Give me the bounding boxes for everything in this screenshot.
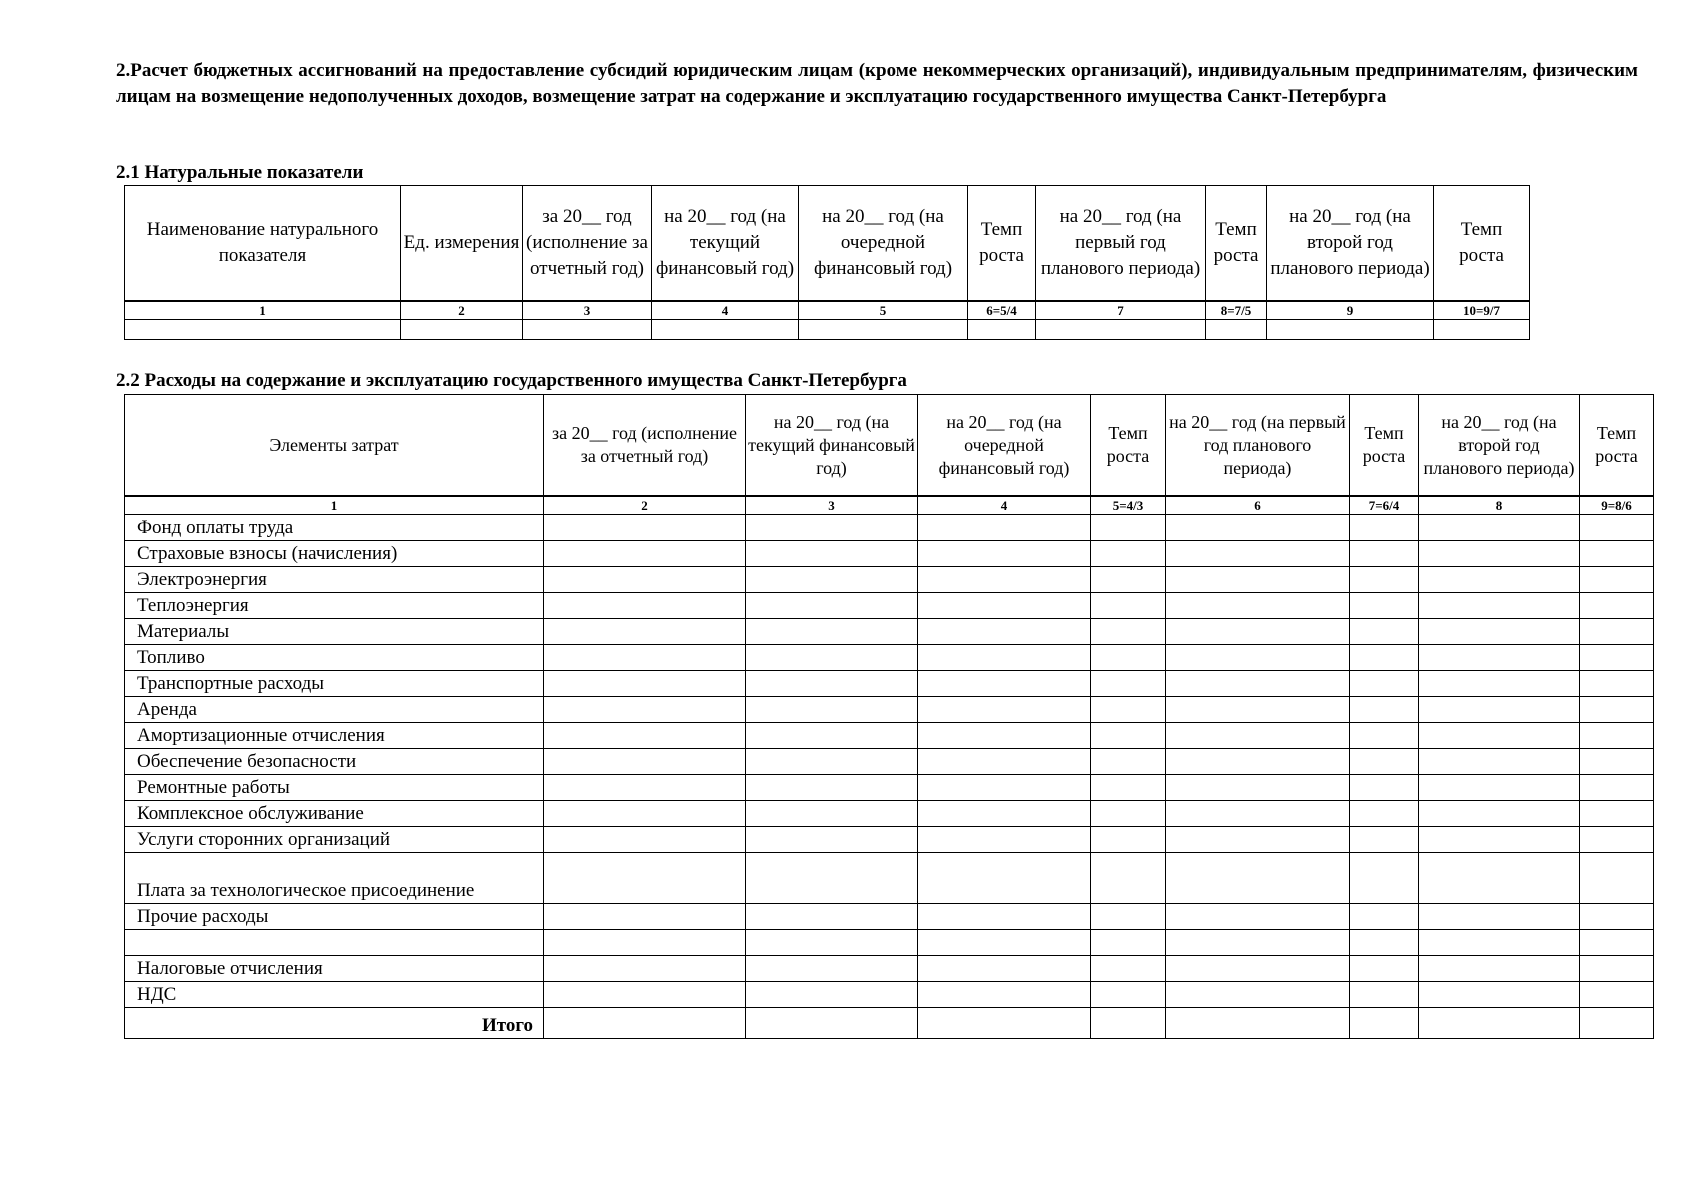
table-cell[interactable] [1166, 853, 1350, 904]
table-cell[interactable] [1580, 749, 1654, 775]
table-cell[interactable] [1580, 697, 1654, 723]
table-cell[interactable] [1091, 853, 1166, 904]
table-cell[interactable] [1350, 827, 1419, 853]
cost-element-label: НДС [125, 982, 544, 1008]
table-cell[interactable] [1091, 619, 1166, 645]
table-cell[interactable] [746, 904, 918, 930]
t1-header-cell: Темп роста [1434, 186, 1530, 302]
table-cell[interactable] [1580, 982, 1654, 1008]
table-cell[interactable] [1419, 904, 1580, 930]
t1-col-number: 6=5/4 [968, 301, 1036, 320]
table-row [125, 853, 1654, 904]
table-cell[interactable] [1350, 956, 1419, 982]
table-cell[interactable] [918, 567, 1091, 593]
table-row [125, 749, 1654, 775]
t1-header-cell: на 20__ год (на первый год планового периода) [1036, 186, 1206, 302]
cost-element-label: Прочие расходы [125, 904, 544, 930]
cost-element-label: Транспортные расходы [125, 671, 544, 697]
table-cell[interactable] [544, 619, 746, 645]
t1-empty-cell[interactable] [1036, 320, 1206, 340]
table-cell[interactable] [1166, 541, 1350, 567]
table-cell[interactable] [1166, 567, 1350, 593]
t2-col-number: 7=6/4 [1350, 496, 1419, 515]
t2-col-number: 6 [1166, 496, 1350, 515]
table-cell[interactable] [918, 775, 1091, 801]
table-cell[interactable] [1580, 567, 1654, 593]
table-cell[interactable] [1166, 723, 1350, 749]
table-cell[interactable] [1350, 697, 1419, 723]
table-cell[interactable] [918, 671, 1091, 697]
table-cell[interactable] [918, 723, 1091, 749]
t2-header-cell: Темп роста [1091, 395, 1166, 497]
table-cell[interactable] [1350, 645, 1419, 671]
table-cell[interactable] [1580, 619, 1654, 645]
table-cell[interactable] [918, 827, 1091, 853]
table-row [125, 645, 1654, 671]
t1-empty-cell[interactable] [523, 320, 652, 340]
table-cell[interactable] [544, 723, 746, 749]
table-cell[interactable] [918, 515, 1091, 541]
t2-header-cell: на 20__ год (на первый год планового периода) [1166, 395, 1350, 497]
table-cell[interactable] [918, 853, 1091, 904]
table2-body [125, 515, 1654, 1008]
table-cell[interactable] [1166, 515, 1350, 541]
table-cell[interactable] [1091, 723, 1166, 749]
table-cell[interactable] [746, 1008, 918, 1039]
table-cell[interactable] [1166, 775, 1350, 801]
t1-col-number: 3 [523, 301, 652, 320]
table-cell[interactable] [1166, 749, 1350, 775]
t1-col-number: 8=7/5 [1206, 301, 1267, 320]
table-cell[interactable] [1350, 671, 1419, 697]
table2-number-row [125, 496, 1654, 515]
table-cell[interactable] [1419, 930, 1580, 956]
t1-col-number: 5 [799, 301, 968, 320]
t1-col-number: 2 [401, 301, 523, 320]
cost-element-label: Материалы [125, 619, 544, 645]
table-cell[interactable] [1419, 645, 1580, 671]
table-cell[interactable] [1091, 541, 1166, 567]
t2-header-cell: за 20__ год (исполнение за отчетный год) [544, 395, 746, 497]
table-cell[interactable] [918, 801, 1091, 827]
table-cell[interactable] [746, 749, 918, 775]
cost-element-label: Топливо [125, 645, 544, 671]
table-cell[interactable] [746, 567, 918, 593]
t1-empty-cell[interactable] [1434, 320, 1530, 340]
table-cell[interactable] [1580, 645, 1654, 671]
table-cell[interactable] [1350, 930, 1419, 956]
t2-header-cell: Темп роста [1350, 395, 1419, 497]
cost-element-label: Услуги сторонних организаций [125, 827, 544, 853]
table-cell[interactable] [1350, 904, 1419, 930]
table-row [125, 515, 1654, 541]
table-cell[interactable] [1166, 593, 1350, 619]
table-cell[interactable] [1091, 515, 1166, 541]
table2-total-row [125, 1008, 1654, 1039]
table-cell[interactable] [1580, 956, 1654, 982]
table-cell[interactable] [746, 930, 918, 956]
table-cell[interactable] [1091, 671, 1166, 697]
table-cell[interactable] [1419, 619, 1580, 645]
table-cell[interactable] [544, 567, 746, 593]
table-cell[interactable] [1580, 775, 1654, 801]
t2-col-number: 9=8/6 [1580, 496, 1654, 515]
table-cell[interactable] [1580, 515, 1654, 541]
table-row [125, 956, 1654, 982]
table-cell[interactable] [1350, 853, 1419, 904]
table-cell[interactable] [544, 541, 746, 567]
cost-element-label: Амортизационные отчисления [125, 723, 544, 749]
table-cell[interactable] [1166, 671, 1350, 697]
table-cell[interactable] [918, 697, 1091, 723]
table-cell[interactable] [544, 982, 746, 1008]
table-cell[interactable] [544, 956, 746, 982]
table-row [125, 697, 1654, 723]
t1-header-cell: на 20__ год (на текущий финансовый год) [652, 186, 799, 302]
table-cell[interactable] [544, 749, 746, 775]
table-cell[interactable] [1580, 827, 1654, 853]
table-cell[interactable] [1350, 775, 1419, 801]
table-cell[interactable] [1091, 801, 1166, 827]
table-cell[interactable] [918, 541, 1091, 567]
table-cell[interactable] [1091, 593, 1166, 619]
table-cell[interactable] [1419, 515, 1580, 541]
table-cell[interactable] [1419, 801, 1580, 827]
t1-empty-cell[interactable] [401, 320, 523, 340]
maintenance-costs-table [124, 394, 1654, 1039]
t1-col-number: 1 [125, 301, 401, 320]
table-cell[interactable] [746, 697, 918, 723]
table-cell[interactable] [1580, 904, 1654, 930]
table-cell[interactable] [1091, 956, 1166, 982]
table-cell[interactable] [746, 541, 918, 567]
table-cell[interactable] [918, 1008, 1091, 1039]
table-cell[interactable] [1166, 982, 1350, 1008]
table-cell[interactable] [746, 956, 918, 982]
table-cell[interactable] [1419, 775, 1580, 801]
table-cell[interactable] [1166, 619, 1350, 645]
table-cell[interactable] [544, 853, 746, 904]
table-cell[interactable] [1091, 904, 1166, 930]
table-cell[interactable] [544, 904, 746, 930]
table-cell[interactable] [1419, 593, 1580, 619]
cost-element-label: Плата за технологическое присоединение [125, 853, 544, 904]
t1-col-number: 7 [1036, 301, 1206, 320]
t1-header-cell: за 20__ год (исполнение за отчетный год) [523, 186, 652, 302]
table-cell[interactable] [1419, 827, 1580, 853]
table1-empty-row [125, 320, 1530, 340]
table-cell[interactable] [1350, 515, 1419, 541]
table-cell[interactable] [746, 827, 918, 853]
t1-empty-cell[interactable] [968, 320, 1036, 340]
table-cell[interactable] [544, 1008, 746, 1039]
t2-col-number: 3 [746, 496, 918, 515]
table-cell[interactable] [918, 956, 1091, 982]
table-cell[interactable] [1350, 723, 1419, 749]
table-cell[interactable] [1350, 749, 1419, 775]
t1-col-number: 9 [1267, 301, 1434, 320]
table-cell[interactable] [1091, 567, 1166, 593]
table-cell[interactable] [1419, 956, 1580, 982]
table-cell[interactable] [1419, 567, 1580, 593]
table-cell[interactable] [1166, 930, 1350, 956]
table-cell[interactable] [1091, 749, 1166, 775]
cost-element-label: Фонд оплаты труда [125, 515, 544, 541]
table-cell[interactable] [544, 827, 746, 853]
cost-element-label [125, 930, 544, 956]
table-cell[interactable] [1091, 697, 1166, 723]
table-cell[interactable] [1580, 671, 1654, 697]
t2-header-cell: Темп роста [1580, 395, 1654, 497]
table-cell[interactable] [1350, 801, 1419, 827]
cost-element-label: Теплоэнергия [125, 593, 544, 619]
table2-header-row [125, 395, 1654, 497]
table-cell[interactable] [1350, 619, 1419, 645]
t1-col-number: 10=9/7 [1434, 301, 1530, 320]
table-cell[interactable] [544, 697, 746, 723]
table-cell[interactable] [1350, 1008, 1419, 1039]
table-cell[interactable] [918, 645, 1091, 671]
table-cell[interactable] [1091, 982, 1166, 1008]
t2-col-number: 8 [1419, 496, 1580, 515]
table-cell[interactable] [1091, 645, 1166, 671]
table-cell[interactable] [918, 749, 1091, 775]
table-cell[interactable] [918, 904, 1091, 930]
table1-header-row [125, 186, 1530, 302]
table-row [125, 619, 1654, 645]
table-cell[interactable] [1166, 801, 1350, 827]
t1-col-number: 4 [652, 301, 799, 320]
cost-element-label: Электроэнергия [125, 567, 544, 593]
t2-col-number: 1 [125, 496, 544, 515]
table-cell[interactable] [544, 930, 746, 956]
t2-header-cell: Элементы затрат [125, 395, 544, 497]
table-cell[interactable] [1166, 645, 1350, 671]
t1-empty-cell[interactable] [652, 320, 799, 340]
table-row [125, 593, 1654, 619]
table-cell[interactable] [1580, 593, 1654, 619]
t2-col-number: 5=4/3 [1091, 496, 1166, 515]
table-cell[interactable] [544, 775, 746, 801]
t1-header-cell: Темп роста [1206, 186, 1267, 302]
table-cell[interactable] [1419, 671, 1580, 697]
table-cell[interactable] [544, 671, 746, 697]
table-cell[interactable] [1419, 982, 1580, 1008]
table-row [125, 541, 1654, 567]
t2-header-cell: на 20__ год (на очередной финансовый год) [918, 395, 1091, 497]
table-cell[interactable] [544, 801, 746, 827]
t1-empty-cell[interactable] [1267, 320, 1434, 340]
cost-element-label: Ремонтные работы [125, 775, 544, 801]
table-row [125, 775, 1654, 801]
table-cell[interactable] [746, 801, 918, 827]
t1-header-cell: Темп роста [968, 186, 1036, 302]
t1-header-cell: на 20__ год (на второй год планового периода) [1267, 186, 1434, 302]
table-cell[interactable] [1091, 827, 1166, 853]
table-cell[interactable] [544, 593, 746, 619]
table-cell[interactable] [1419, 853, 1580, 904]
table-cell[interactable] [918, 593, 1091, 619]
document-heading: 2.Расчет бюджетных ассигнований на предоставление субсидий юридическим лицам (кроме некоммерческих организаций), индивидуальным предпринимателям, физическим лицам на возмещение недополученных доходов, возмещение затрат на содержание и эксплуатацию государственного имущества Санкт-Петербурга [116, 60, 1638, 107]
t1-empty-cell[interactable] [1206, 320, 1267, 340]
t1-empty-cell[interactable] [799, 320, 968, 340]
table-cell[interactable] [746, 593, 918, 619]
table-row [125, 827, 1654, 853]
table-row [125, 930, 1654, 956]
table-cell[interactable] [1350, 982, 1419, 1008]
table-cell[interactable] [1580, 1008, 1654, 1039]
table-cell[interactable] [1166, 827, 1350, 853]
table-cell[interactable] [544, 515, 746, 541]
t1-header-cell: Ед. измерения [401, 186, 523, 302]
t2-header-cell: на 20__ год (на второй год планового периода) [1419, 395, 1580, 497]
table-row [125, 982, 1654, 1008]
table-cell[interactable] [1350, 593, 1419, 619]
table-cell[interactable] [1350, 567, 1419, 593]
table-cell[interactable] [1091, 1008, 1166, 1039]
t2-col-number: 2 [544, 496, 746, 515]
cost-element-label: Страховые взносы (начисления) [125, 541, 544, 567]
cost-element-label: Комплексное обслуживание [125, 801, 544, 827]
table-cell[interactable] [918, 930, 1091, 956]
table-cell[interactable] [1580, 930, 1654, 956]
table-cell[interactable] [1091, 930, 1166, 956]
t1-empty-cell[interactable] [125, 320, 401, 340]
cost-element-label: Обеспечение безопасности [125, 749, 544, 775]
table-cell[interactable] [1419, 541, 1580, 567]
table-cell[interactable] [1580, 723, 1654, 749]
table-cell[interactable] [746, 723, 918, 749]
table-cell[interactable] [746, 775, 918, 801]
table-cell[interactable] [746, 515, 918, 541]
table-cell[interactable] [746, 853, 918, 904]
table-row [125, 904, 1654, 930]
table-cell[interactable] [544, 645, 746, 671]
section-2-title: 2.2 Расходы на содержание и эксплуатацию государственного имущества Санкт-Петербурга [116, 370, 907, 391]
table-cell[interactable] [1419, 723, 1580, 749]
table-cell[interactable] [1166, 904, 1350, 930]
table-cell[interactable] [918, 982, 1091, 1008]
table-row [125, 723, 1654, 749]
table-cell[interactable] [1580, 853, 1654, 904]
natural-indicators-table [124, 185, 1530, 340]
table-cell[interactable] [746, 671, 918, 697]
t2-col-number: 4 [918, 496, 1091, 515]
table-row [125, 671, 1654, 697]
table-cell[interactable] [1419, 697, 1580, 723]
table-cell[interactable] [1419, 1008, 1580, 1039]
table-cell[interactable] [746, 619, 918, 645]
section-1-title: 2.1 Натуральные показатели [116, 162, 364, 183]
t1-header-cell: Наименование натурального показателя [125, 186, 401, 302]
table-cell[interactable] [1419, 749, 1580, 775]
table1-number-row [125, 301, 1530, 320]
table-cell[interactable] [1091, 775, 1166, 801]
table-row [125, 567, 1654, 593]
table-cell[interactable] [1166, 1008, 1350, 1039]
table-cell[interactable] [746, 982, 918, 1008]
total-label: Итого [125, 1008, 544, 1039]
cost-element-label: Аренда [125, 697, 544, 723]
t2-header-cell: на 20__ год (на текущий финансовый год) [746, 395, 918, 497]
table-cell[interactable] [1166, 956, 1350, 982]
table-cell[interactable] [1166, 697, 1350, 723]
t1-header-cell: на 20__ год (на очередной финансовый год) [799, 186, 968, 302]
table-cell[interactable] [1350, 541, 1419, 567]
table-cell[interactable] [746, 645, 918, 671]
table-cell[interactable] [1580, 541, 1654, 567]
cost-element-label: Налоговые отчисления [125, 956, 544, 982]
table-cell[interactable] [1580, 801, 1654, 827]
table-row [125, 801, 1654, 827]
table-cell[interactable] [918, 619, 1091, 645]
